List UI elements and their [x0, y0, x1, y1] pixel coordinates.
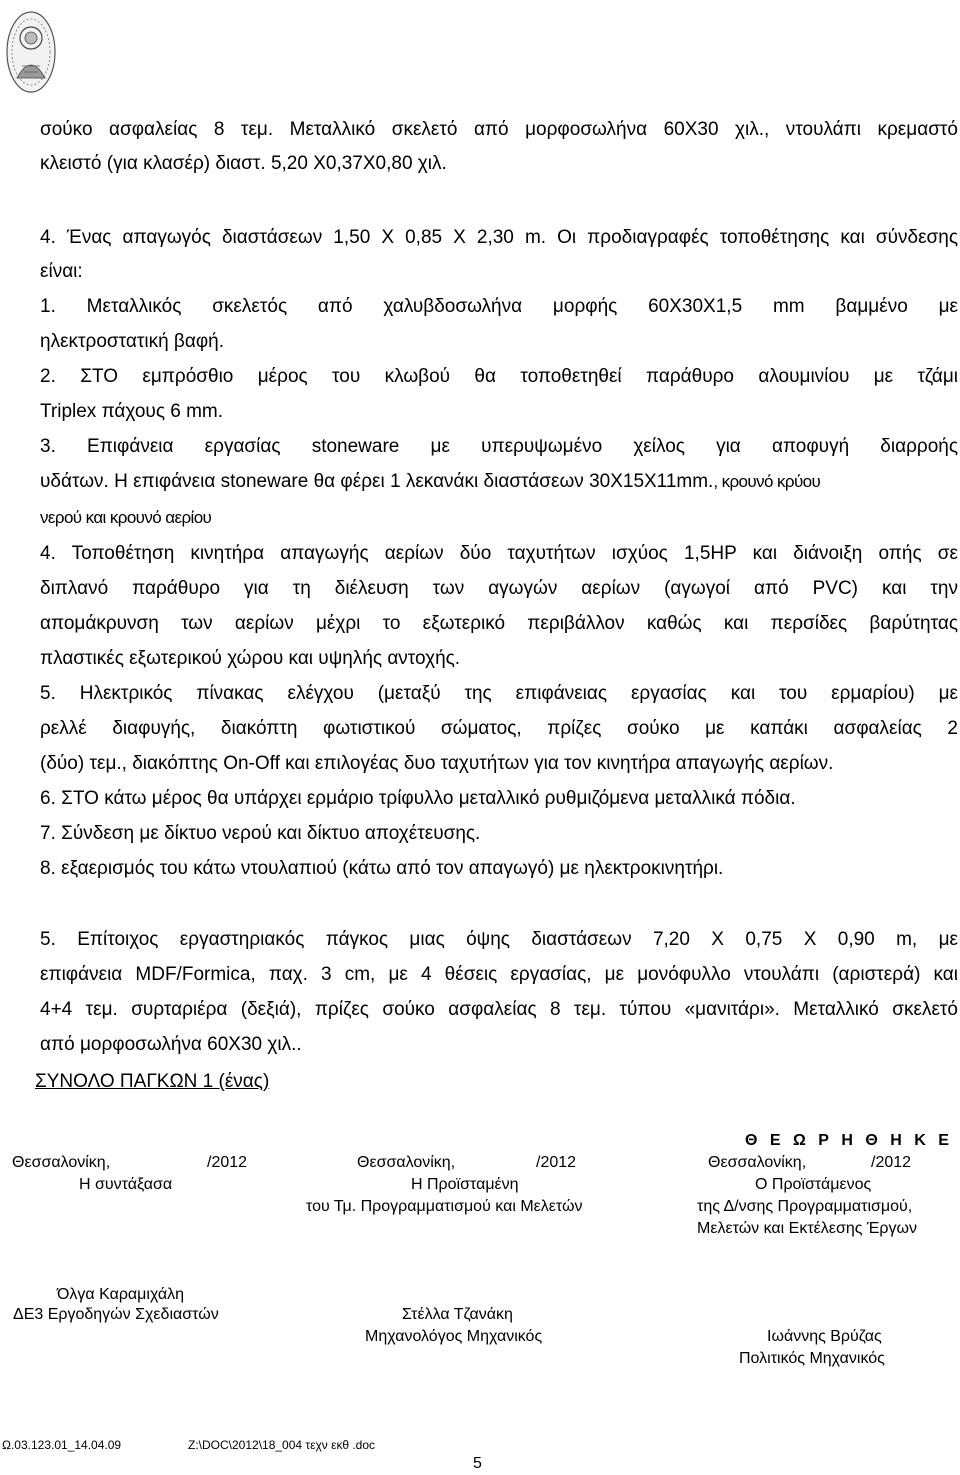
- paragraph-line: από μορφοσωλήνα 60Χ30 χιλ..: [40, 1034, 302, 1055]
- paragraph-line: κλειστό (για κλασέρ) διαστ. 5,20 Χ0,37Χ0,80 χιλ.: [40, 153, 447, 174]
- sign-name: Όλγα Καραμιχάλη: [57, 1286, 185, 1303]
- sign-date: /2012: [871, 1154, 912, 1171]
- university-seal-logo: [4, 6, 58, 106]
- paragraph-line: είναι:: [40, 261, 83, 282]
- list-item: 3. Επιφάνεια εργασίας stoneware με υπερυψωμένο χείλος για αποφυγή διαρροής: [40, 436, 958, 457]
- section-heading: 5. Επίτοιχος εργαστηριακός πάγκος μιας όψης διαστάσεων 7,20 Χ 0,75 Χ 0,90 m, με: [40, 929, 958, 950]
- list-item-text: , κρουνό κρύου: [713, 472, 821, 491]
- list-item: 7. Σύνδεση με δίκτυο νερού και δίκτυο αποχέτευσης.: [40, 823, 481, 844]
- total-line: ΣΥΝΟΛΟ ΠΑΓΚΩΝ 1 (ένας): [35, 1071, 270, 1092]
- page-number: 5: [473, 1455, 482, 1472]
- list-item-continued: διπλανό παράθυρο για τη διέλευση των αγωγών αερίων (αγωγοί από PVC) και την: [40, 578, 958, 599]
- list-item-continued: ηλεκτροστατική βαφή.: [40, 331, 225, 352]
- section-heading: 4. Ένας απαγωγός διαστάσεων 1,50 Χ 0,85 Χ 2,30 m. Οι προδιαγραφές τοποθέτησης και σύνδεσης: [40, 227, 958, 248]
- sign-dept: της Δ/νσης Προγραμματισμού,: [697, 1198, 913, 1215]
- paragraph-line: επιφάνεια MDF/Formica, παχ. 3 cm, με 4 θέσεις εργασίας, με μονόφυλλο ντουλάπι (αριστερά) και: [40, 964, 958, 985]
- footer-file-path: Z:\DOC\2012\18_004 τεχν εκθ .doc: [188, 1438, 376, 1452]
- sign-date: /2012: [207, 1154, 248, 1171]
- list-item: 4. Τοποθέτηση κινητήρα απαγωγής αερίων δύο ταχυτήτων ισχύος 1,5HP και διάνοιξη οπής σε: [40, 543, 958, 564]
- list-item-continued: ρελλέ διαφυγής, διακόπτη φωτιστικού σώματος, πρίζες σούκο με καπάκι ασφαλείας 2: [40, 718, 958, 739]
- list-item: 1. Μεταλλικός σκελετός από χαλυβδοσωλήνα μορφής 60Χ30Χ1,5 mm βαμμένο με: [40, 296, 958, 317]
- list-item-continued: πλαστικές εξωτερικού χώρου και υψηλής αντοχής.: [40, 648, 461, 669]
- list-item-continued: απομάκρυνση των αερίων μέχρι το εξωτερικό περιβάλλον καθώς και περσίδες βαρύτητας: [40, 613, 958, 634]
- sign-place: Θεσσαλονίκη,: [708, 1154, 807, 1171]
- sign-role: Η συντάξασα: [79, 1176, 173, 1193]
- list-item-text: υδάτων. Η επιφάνεια stoneware θα φέρει 1 λεκανάκι διαστάσεων 30Χ15Χ11mm.: [40, 471, 714, 492]
- list-item: 6. ΣΤΟ κάτω μέρος θα υπάρχει ερμάριο τρίφυλλο μεταλλικό ρυθμιζόμενα μεταλλικά πόδια.: [40, 788, 796, 809]
- list-item: 5. Ηλεκτρικός πίνακας ελέγχου (μεταξύ της επιφάνειας εργασίας και του ερμαρίου) με: [40, 683, 958, 704]
- sign-place: Θεσσαλονίκη,: [357, 1154, 456, 1171]
- footer-code: Ω.03.123.01_14.04.09: [2, 1438, 122, 1452]
- sign-dept: Μελετών και Εκτέλεσης Έργων: [697, 1220, 918, 1237]
- sign-place: Θεσσαλονίκη,: [12, 1154, 111, 1171]
- list-item: 8. εξαερισμός του κάτω ντουλαπιού (κάτω από τον απαγωγό) με ηλεκτροκινητήρι.: [40, 858, 724, 879]
- list-item-continued: νερού και κρουνό αερίου: [40, 508, 212, 527]
- sign-name: Στέλλα Τζανάκη: [402, 1306, 513, 1323]
- list-item-continued: [40, 472, 820, 491]
- sign-position: Πολιτικός Μηχανικός: [739, 1350, 885, 1367]
- sign-role: Η Προϊσταμένη: [411, 1176, 519, 1193]
- list-item: 2. ΣΤΟ εμπρόσθιο μέρος του κλωβού θα τοποθετηθεί παράθυρο αλουμινίου με τζάμι: [40, 366, 958, 387]
- paragraph-line: 4+4 τεμ. συρταριέρα (δεξιά), πρίζες σούκο ασφαλείας 8 τεμ. τύπου «μανιτάρι». Μεταλλικό σκελετό: [40, 999, 958, 1020]
- sign-position: Μηχανολόγος Μηχανικός: [365, 1328, 543, 1345]
- list-item-continued: (δύο) τεμ., διακόπτης On-Off και επιλογέας δυο ταχυτήτων για τον κινητήρα απαγωγής αερίων.: [40, 753, 834, 774]
- sign-role: Ο Προϊστάμενος: [755, 1176, 872, 1193]
- sign-date: /2012: [536, 1154, 577, 1171]
- approval-title: Θ Ε Ω Ρ Η Θ Η Κ Ε: [745, 1132, 953, 1149]
- sign-name: Ιωάννης Βρύζας: [767, 1328, 882, 1345]
- paragraph-line: σούκο ασφαλείας 8 τεμ. Μεταλλικό σκελετό από μορφοσωλήνα 60Χ30 χιλ., ντουλάπι κρεμαστό: [40, 119, 958, 140]
- sign-dept: του Τμ. Προγραμματισμού και Μελετών: [306, 1198, 583, 1215]
- list-item-continued: Triplex πάχους 6 mm.: [40, 401, 224, 422]
- sign-position: ΔΕ3 Εργοδηγών Σχεδιαστών: [13, 1306, 219, 1323]
